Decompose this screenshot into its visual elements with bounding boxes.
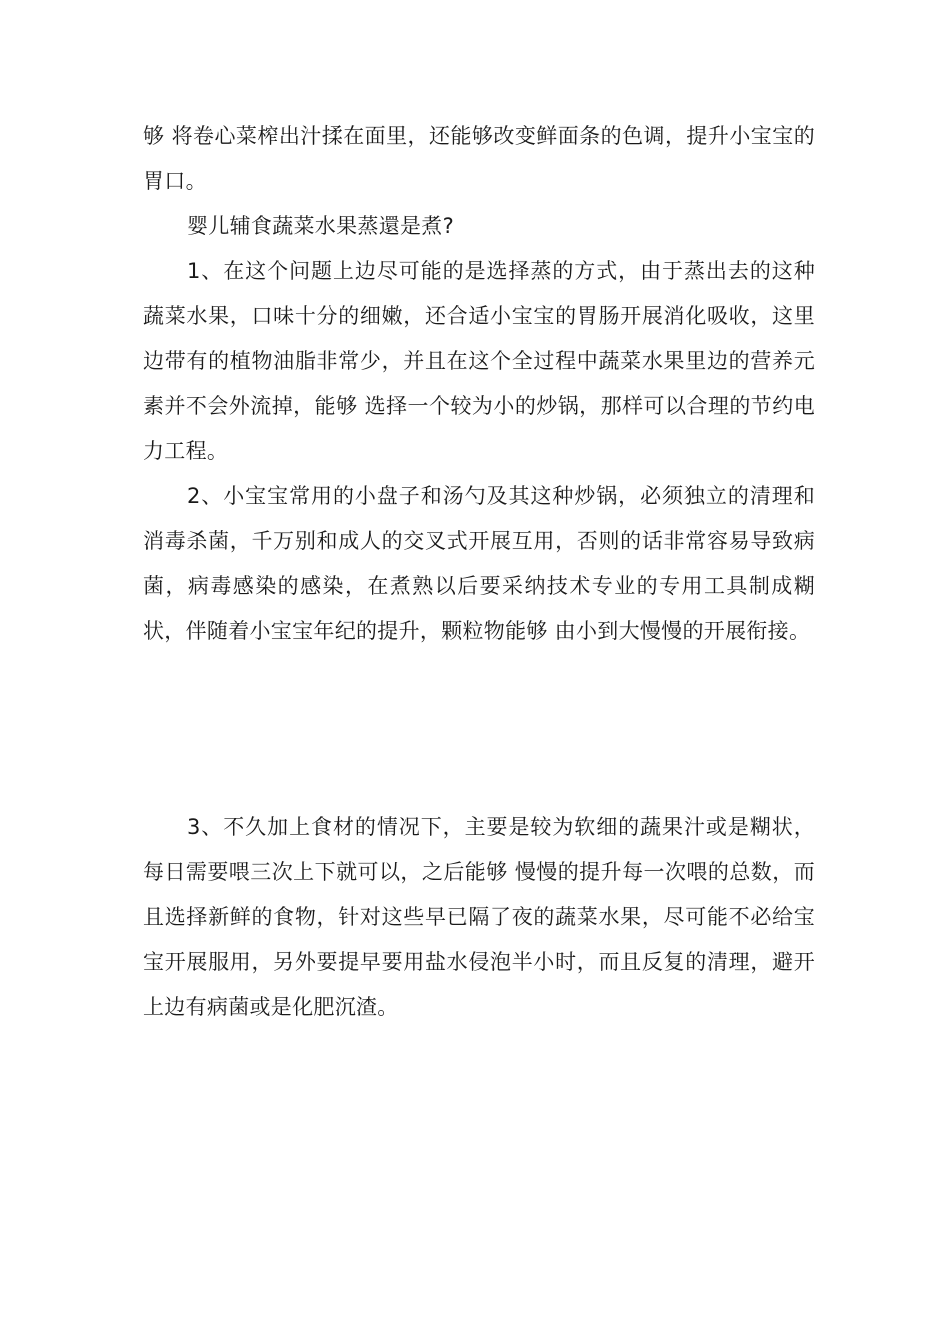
- text-block-top: [143, 114, 815, 654]
- text-block-bottom: [143, 805, 815, 1030]
- paragraph-heading-question: 婴儿辅食蔬菜水果蒸還是煮?: [187, 214, 455, 238]
- paragraph-point-1: 1、在这个问题上边尽可能的是选择蒸的方式，由于蒸出去的这种蔬菜水果，口味十分的细嫩，还合适小宝宝的胃肠开展消化吸收，这里边带有的植物油脂非常少，并且在这个全过程中蔬菜水果里边的营养元素并不会外流掉，能够 选择一个较为小的炒锅，那样可以合理的节约电力工程。: [143, 259, 815, 463]
- paragraph-continuation: 够 将卷心菜榨出汁揉在面里，还能够改变鲜面条的色调，提升小宝宝的胃口。: [143, 124, 815, 193]
- paragraph-point-2: 2、小宝宝常用的小盘子和汤勺及其这种炒锅，必须独立的清理和消毒杀菌，千万别和成人的交叉式开展互用，否则的话非常容易导致病菌，病毒感染的感染，在煮熟以后要采纳技术专业的专用工具制成糊状，伴随着小宝宝年纪的提升，颗粒物能够 由小到大慢慢的开展衔接。: [143, 484, 815, 643]
- paragraph-point-3: 3、不久加上食材的情况下，主要是较为软细的蔬果汁或是糊状，每日需要喂三次上下就可以，之后能够 慢慢的提升每一次喂的总数，而且选择新鲜的食物，针对这些早已隔了夜的蔬菜水果，尽可能不必给宝宝开展服用，另外要提早要用盐水侵泡半小时，而且反复的清理，避开 上边有病菌或是化肥沉渣。: [143, 815, 815, 1019]
